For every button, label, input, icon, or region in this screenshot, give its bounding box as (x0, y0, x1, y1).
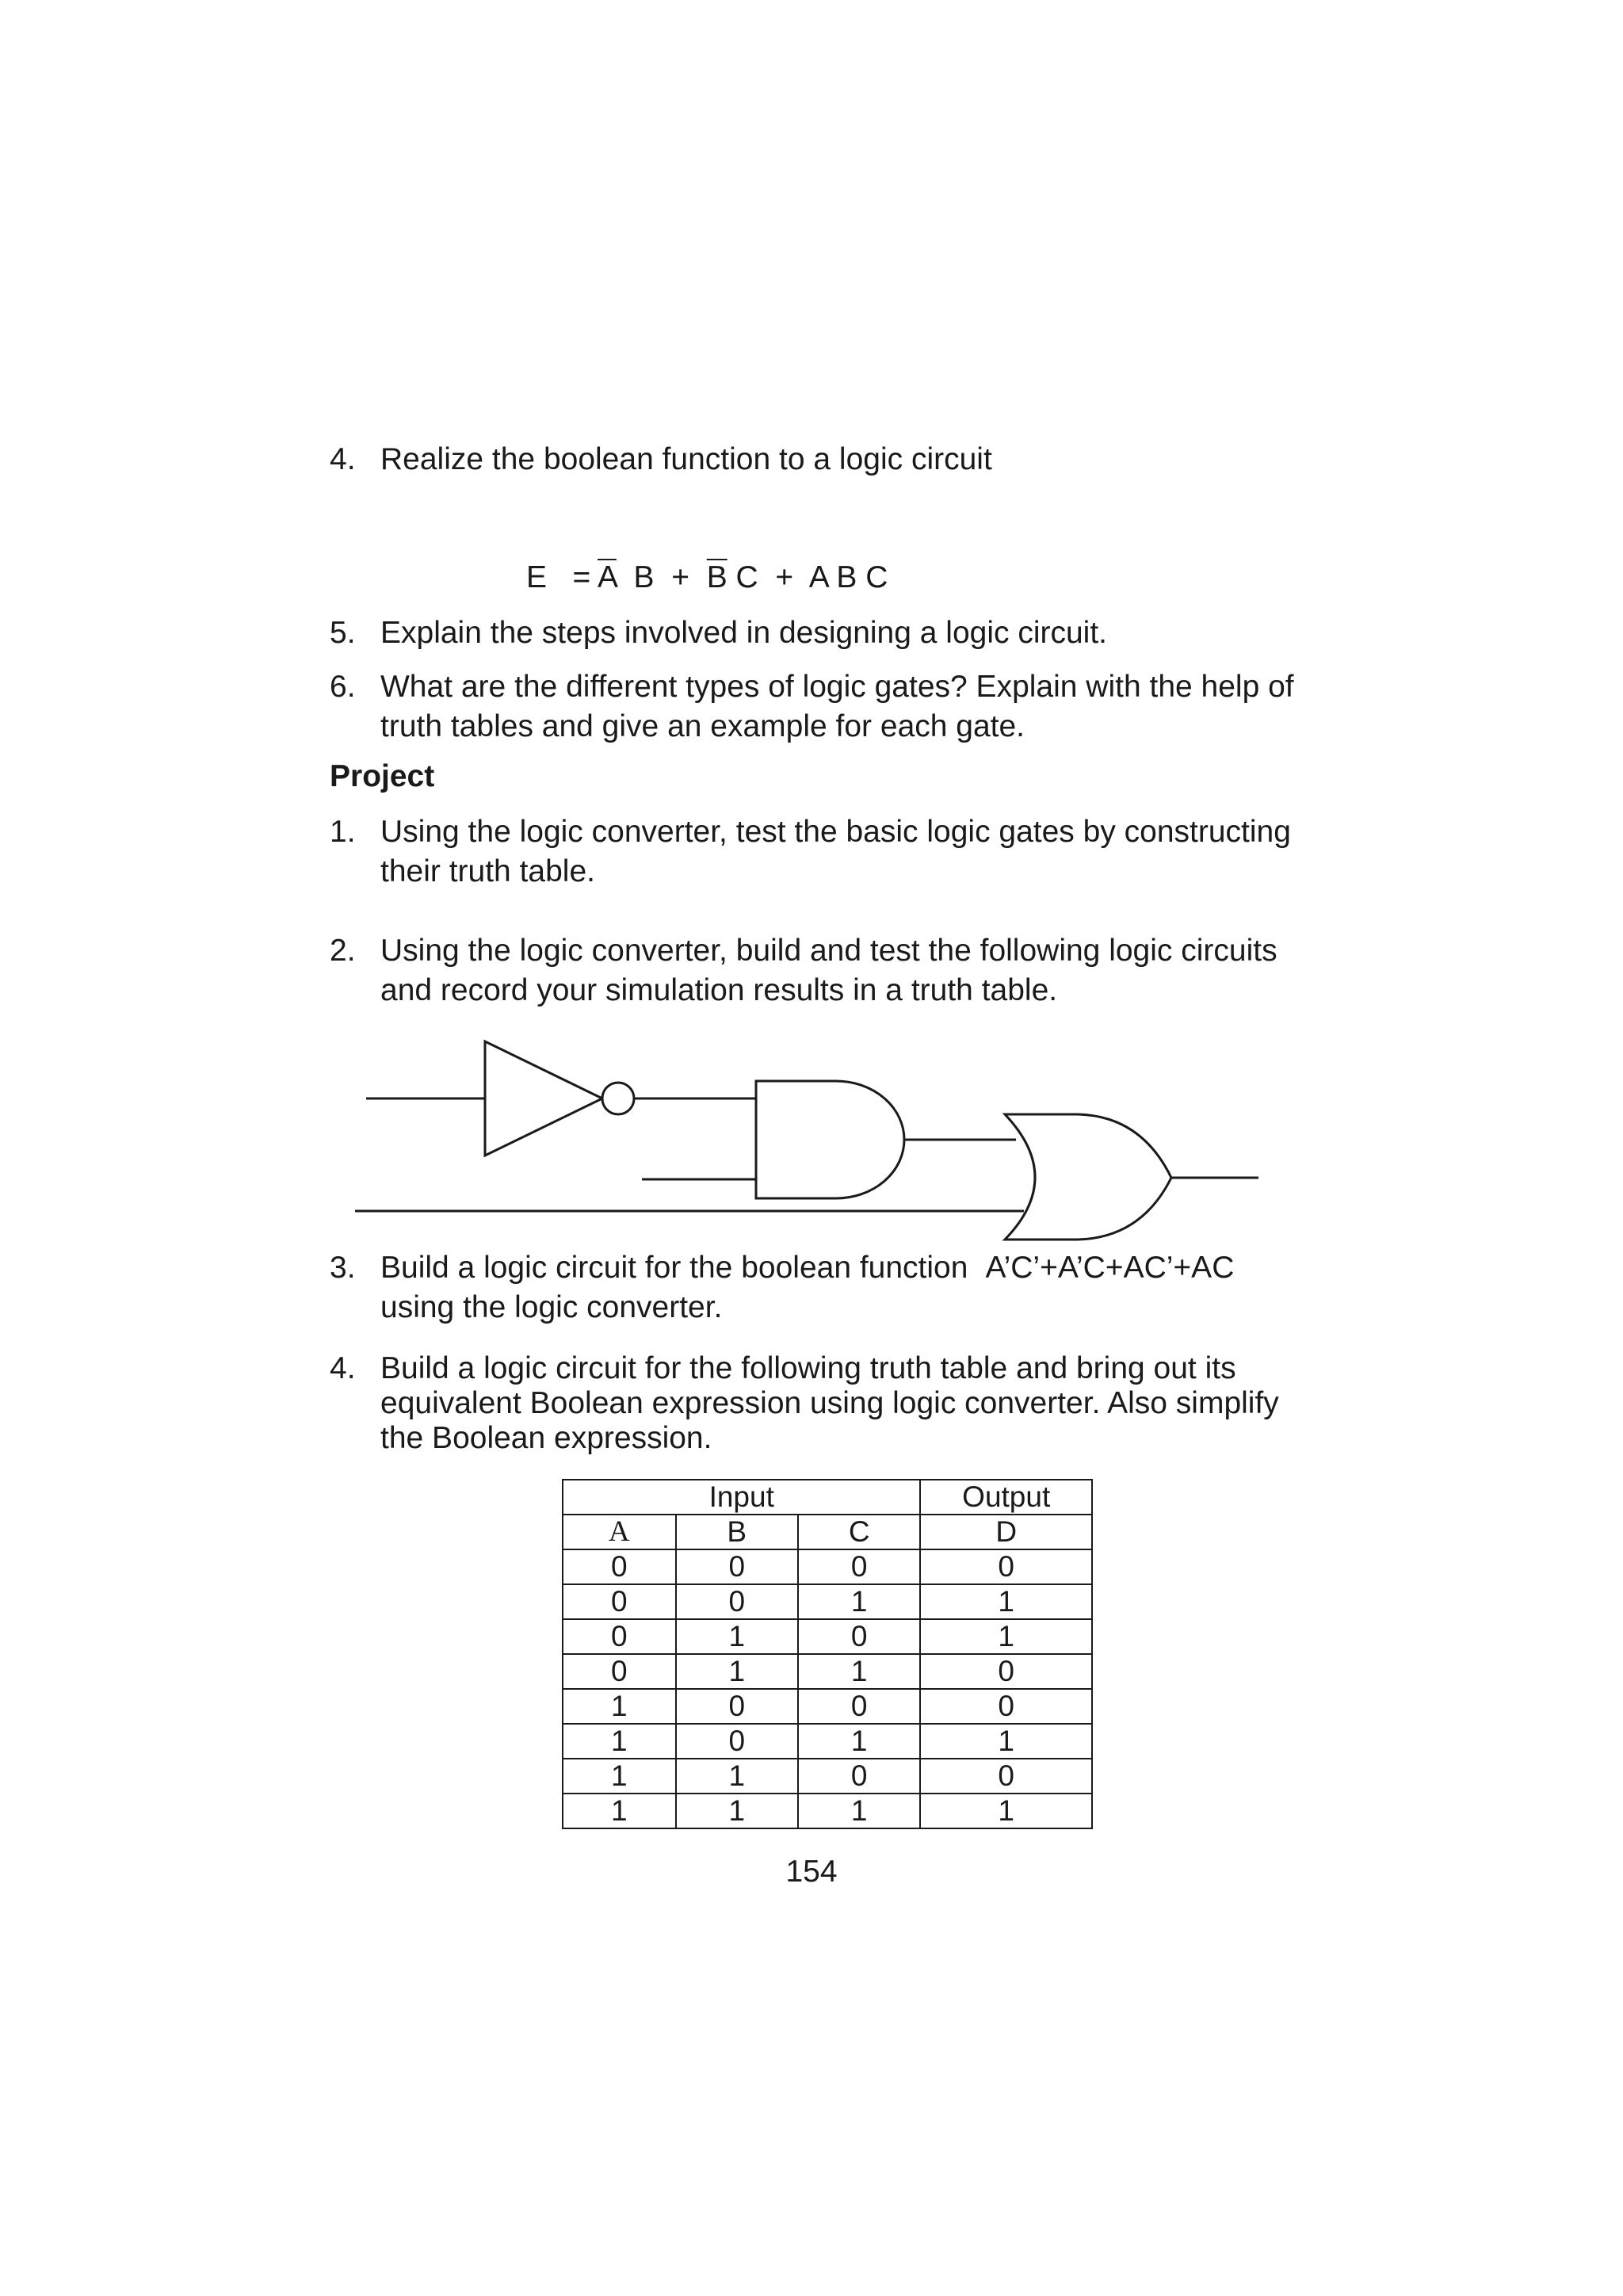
or-gate (1005, 1114, 1171, 1240)
table-cell: 0 (563, 1549, 676, 1584)
formula-term2-b: C (735, 560, 758, 594)
table-row (563, 1724, 1092, 1759)
question-text: Explain the steps involved in designing a logic circuit. (380, 616, 1108, 650)
table-cell: 0 (676, 1689, 798, 1724)
table-cell: 1 (798, 1794, 920, 1828)
table-cell: 1 (798, 1584, 920, 1619)
table-cell: 0 (676, 1724, 798, 1759)
table-cell: 0 (920, 1654, 1092, 1689)
input-group-header: Input (563, 1480, 920, 1515)
table-cell: 1 (920, 1584, 1092, 1619)
table-cell: 1 (676, 1619, 798, 1654)
table-cell: 1 (676, 1654, 798, 1689)
boolean-function: A’C’+A’C+AC’+AC (985, 1251, 1235, 1285)
table-cell: 0 (563, 1619, 676, 1654)
formula-term1-a: $\overline{A}$ (598, 560, 617, 594)
item-number: 3. (330, 1251, 356, 1285)
table-row (563, 1689, 1092, 1724)
table-cell: 0 (676, 1549, 798, 1584)
table-cell: 1 (563, 1794, 676, 1828)
formula-plus: + (671, 560, 690, 594)
item-number: 4. (330, 1351, 356, 1385)
formula-term3: A B C (808, 560, 888, 594)
table-cell: 1 (920, 1619, 1092, 1654)
truth-table (562, 1479, 1093, 1829)
item-text-wrapper (380, 1248, 1312, 1328)
question-text: Realize the boolean function to a logic circuit (380, 442, 992, 476)
item-text-continued: using the logic converter. (380, 1290, 723, 1324)
table-cell: 0 (563, 1654, 676, 1689)
table-row (563, 1759, 1092, 1794)
project-item-3 (330, 1248, 1312, 1328)
table-row (563, 1549, 1092, 1584)
table-cell: 1 (798, 1724, 920, 1759)
table-cell: 1 (920, 1794, 1092, 1828)
formula-lhs: E (526, 560, 548, 594)
table-cell: 0 (798, 1549, 920, 1584)
item-text: Using the logic converter, build and test the following logic circuits and record your simulation results in a truth table. (380, 934, 1277, 1007)
table-cell: 0 (920, 1549, 1092, 1584)
item-number: 1. (330, 815, 356, 849)
item-number: 2. (330, 934, 356, 968)
project-heading: Project (330, 759, 435, 793)
formula-equals: = (572, 560, 591, 594)
table-row (563, 1584, 1092, 1619)
not-gate-bubble (602, 1083, 634, 1114)
column-header-c: C (798, 1515, 920, 1549)
table-cell: 0 (798, 1759, 920, 1794)
table-cell: 1 (676, 1794, 798, 1828)
table-cell: 0 (798, 1689, 920, 1724)
table-cell: 1 (563, 1689, 676, 1724)
project-item-4 (330, 1351, 1312, 1456)
formula-term1-b: B (633, 560, 655, 594)
output-group-header: Output (920, 1480, 1092, 1515)
table-cell: 0 (676, 1584, 798, 1619)
column-header-d: D (920, 1515, 1092, 1549)
not-gate (485, 1041, 602, 1156)
table-cell: 0 (798, 1619, 920, 1654)
table-cell: 1 (676, 1759, 798, 1794)
table-group-header-row (563, 1480, 1092, 1515)
question-text: What are the different types of logic gates? Explain with the help of truth tables and give an example for each gate. (380, 670, 1294, 743)
table-cell: 1 (563, 1759, 676, 1794)
and-gate (756, 1081, 904, 1198)
table-cell: 0 (563, 1584, 676, 1619)
table-cell: 0 (920, 1689, 1092, 1724)
table-cell: 1 (798, 1654, 920, 1689)
question-number: 6. (330, 670, 356, 704)
item-text: Build a logic circuit for the boolean function (380, 1251, 968, 1285)
table-cell: 1 (920, 1724, 1092, 1759)
item-text: Build a logic circuit for the following truth table and bring out its equivalent Boolean expression using logic converter. Also simplify the Boolean expression. (380, 1351, 1279, 1455)
table-cell: 0 (920, 1759, 1092, 1794)
question-number: 5. (330, 616, 356, 650)
question-number: 4. (330, 442, 356, 476)
column-header-a: A (563, 1515, 676, 1549)
table-row (563, 1794, 1092, 1828)
item-text: Using the logic converter, test the basic logic gates by constructing their truth table. (380, 815, 1291, 888)
table-row (563, 1654, 1092, 1689)
column-header-b: B (676, 1515, 798, 1549)
table-column-header-row (563, 1515, 1092, 1549)
table-row (563, 1619, 1092, 1654)
formula-term2-a: $\overline{B}$ (706, 560, 727, 594)
formula-plus: + (775, 560, 794, 594)
page-number: 154 (785, 1855, 838, 1889)
table-cell: 1 (563, 1724, 676, 1759)
